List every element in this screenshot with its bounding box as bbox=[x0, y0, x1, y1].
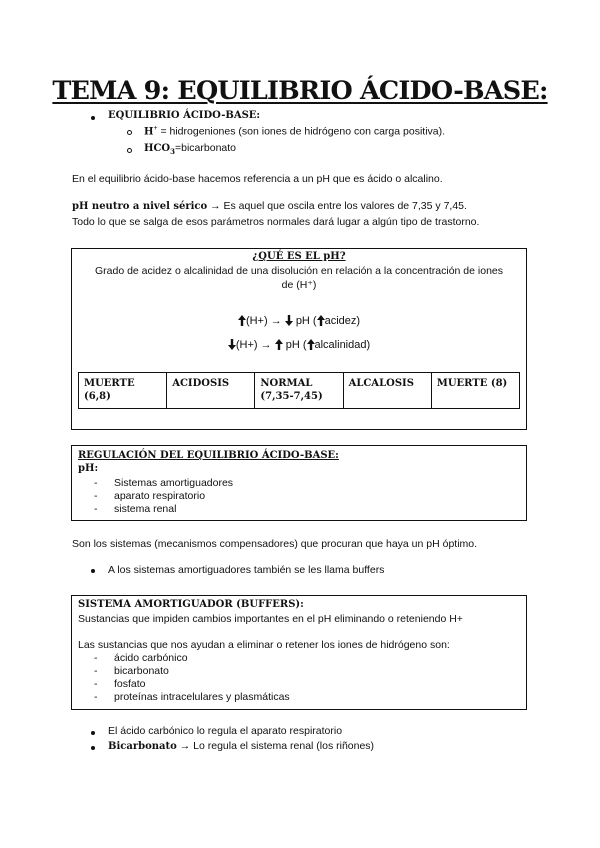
rule2-b: pH ( bbox=[285, 339, 307, 351]
ph-neutral-arrow: → bbox=[207, 200, 224, 212]
intro-item-hydrogen bbox=[144, 125, 445, 138]
ph-neutral-line bbox=[72, 200, 467, 212]
scale-label: NORMAL bbox=[260, 378, 313, 389]
scale-cell-death-high bbox=[431, 373, 519, 409]
arrow-up-icon bbox=[307, 339, 315, 350]
regulation-heading: REGULACIÓN DEL EQUILIBRIO ÁCIDO-BASE: bbox=[78, 450, 339, 461]
dash: - bbox=[94, 490, 98, 502]
ph-rule-acid bbox=[71, 315, 527, 327]
bullet-ring bbox=[127, 130, 132, 135]
term-h-sup: + bbox=[153, 125, 158, 132]
arrow-up-icon bbox=[275, 339, 283, 350]
page-title: TEMA 9: EQUILIBRIO ÁCIDO-BASE: bbox=[52, 76, 548, 106]
para-equilibrium: En el equilibrio ácido-base hacemos referencia a un pH que es ácido o alcalino. bbox=[72, 173, 443, 185]
intro-item-bicarbonate bbox=[144, 142, 236, 156]
scale-cell-death-low bbox=[79, 373, 167, 409]
scale-label: MUERTE (8) bbox=[436, 378, 508, 389]
scale-label: MUERTE bbox=[84, 378, 135, 389]
scale-cell-normal bbox=[255, 373, 343, 409]
text-hco: =bicarbonato bbox=[175, 142, 237, 154]
rule1-b: pH ( bbox=[295, 315, 317, 327]
term-hco-sub: 3 bbox=[170, 147, 175, 157]
bullet-ring bbox=[127, 148, 132, 153]
ph-box-heading: ¿QUÉ ES EL pH? bbox=[252, 251, 346, 262]
ph-rule-alkaline bbox=[71, 339, 527, 351]
scale-sub: (6,8) bbox=[84, 391, 111, 402]
regulation-sublabel: pH: bbox=[78, 463, 99, 474]
rule1-c: acidez) bbox=[324, 315, 361, 327]
scale-label: ALCALOSIS bbox=[348, 378, 414, 389]
rule2-c: alcalinidad) bbox=[314, 339, 371, 351]
regulation-item: Sistemas amortiguadores bbox=[114, 477, 234, 489]
ph-definition-line1: Grado de acidez o alcalinidad de una disolución en relación a la concentración de iones bbox=[94, 265, 504, 277]
scale-cell-alkalosis bbox=[343, 373, 431, 409]
scale-label: ACIDOSIS bbox=[172, 378, 230, 389]
dash: - bbox=[94, 477, 98, 489]
ph-scale-table bbox=[78, 372, 520, 409]
dash: - bbox=[94, 503, 98, 515]
scale-sub: (7,35-7,45) bbox=[260, 391, 323, 402]
rule2-a: (H+) → bbox=[235, 339, 275, 351]
ph-neutral-term: pH neutro a nivel sérico bbox=[72, 201, 208, 212]
term-h: H bbox=[144, 126, 154, 138]
arrow-up-icon bbox=[317, 315, 325, 326]
arrow-down-icon bbox=[285, 315, 293, 326]
bicarbonate-term: Bicarbonato bbox=[108, 741, 177, 752]
dash: - bbox=[94, 678, 98, 690]
final-bullet-bicarbonate bbox=[108, 740, 374, 752]
bicarbonate-text: → Lo regula el sistema renal (los riñones) bbox=[176, 740, 375, 752]
text-h: = hidrogeniones (son iones de hidrógeno con carga positiva). bbox=[157, 125, 446, 138]
rule1-a: (H+) → bbox=[245, 315, 285, 327]
buffer-item: bicarbonato bbox=[114, 665, 169, 677]
bullet-buffers: A los sistemas amortiguadores también se les llama buffers bbox=[108, 564, 385, 576]
arrow-down-icon bbox=[228, 339, 236, 350]
bullet-dot bbox=[91, 116, 95, 120]
buffer-line1: Sustancias que impiden cambios importantes en el pH eliminando o reteniendo H+ bbox=[78, 613, 463, 625]
regulation-item: aparato respiratorio bbox=[114, 490, 206, 502]
ph-neutral-text: Es aquel que oscila entre los valores de 7,35 y 7,45. bbox=[223, 200, 467, 212]
ph-neutral-line2: Todo lo que se salga de esos parámetros normales dará lugar a algún tipo de trastorno. bbox=[72, 216, 480, 228]
buffer-item: fosfato bbox=[114, 678, 146, 690]
final-bullet-carbonic: El ácido carbónico lo regula el aparato respiratorio bbox=[108, 725, 343, 737]
dash: - bbox=[94, 652, 98, 664]
para-systems: Son los sistemas (mecanismos compensadores) que procuran que haya un pH óptimo. bbox=[72, 538, 478, 550]
buffer-item: proteínas intracelulares y plasmáticas bbox=[114, 691, 290, 703]
bullet-dot bbox=[91, 731, 95, 735]
term-hco: HCO bbox=[144, 143, 171, 154]
dash: - bbox=[94, 691, 98, 703]
table-row bbox=[79, 373, 520, 409]
bullet-dot bbox=[91, 569, 95, 573]
bullet-dot bbox=[91, 746, 95, 750]
ph-definition-line2: de (H⁺) bbox=[281, 279, 317, 291]
dash: - bbox=[94, 665, 98, 677]
buffer-line2: Las sustancias que nos ayudan a eliminar o retener los iones de hidrógeno son: bbox=[78, 639, 450, 651]
scale-cell-acidosis bbox=[167, 373, 255, 409]
arrow-up-icon bbox=[238, 315, 246, 326]
buffer-item: ácido carbónico bbox=[114, 652, 188, 664]
buffer-heading: SISTEMA AMORTIGUADOR (BUFFERS): bbox=[78, 599, 304, 610]
intro-heading: EQUILIBRIO ÁCIDO-BASE: bbox=[108, 110, 261, 121]
regulation-item: sistema renal bbox=[114, 503, 177, 515]
